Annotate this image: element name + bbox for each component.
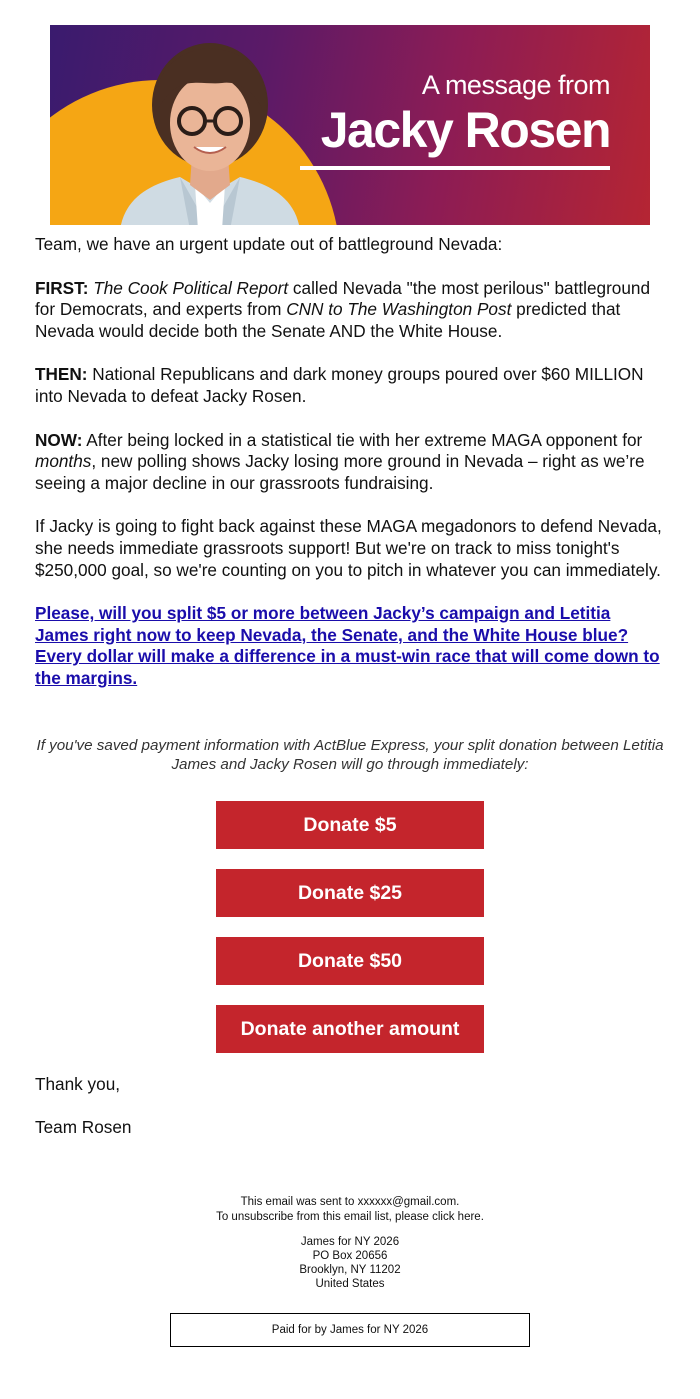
donate-50-button[interactable]: Donate $50 xyxy=(216,937,484,985)
now-paragraph xyxy=(35,430,665,495)
banner-candidate-name: Jacky Rosen xyxy=(320,102,610,158)
now-text-1: After being locked in a statistical tie with her extreme MAGA opponent for xyxy=(82,429,643,450)
then-text: National Republicans and dark money groups poured over $60 MILLION into Nevada to defeat Jacky Rosen. xyxy=(35,364,644,406)
first-italic: The Cook Political Report xyxy=(93,277,289,298)
first-text-2: predicted that Nevada would decide both the Senate AND the White House. xyxy=(35,299,621,341)
email-body xyxy=(35,234,665,712)
first-text-1: called Nevada "the most perilous" battleground for Democrats, and experts from xyxy=(35,277,651,320)
donate-25-button[interactable]: Donate $25 xyxy=(216,869,484,917)
then-paragraph xyxy=(35,364,665,407)
header-banner xyxy=(50,25,650,225)
first-label: FIRST: xyxy=(35,277,89,298)
banner-message-from: A message from xyxy=(421,70,610,100)
support-paragraph xyxy=(35,516,665,581)
donate-other-amount-button[interactable]: Donate another amount xyxy=(216,1005,484,1053)
footer-unsubscribe[interactable]: To unsubscribe from this email list, please click here. xyxy=(216,1211,484,1223)
now-label: NOW: xyxy=(35,429,83,450)
now-italic: months xyxy=(35,451,92,472)
first-paragraph xyxy=(35,278,665,343)
thank-you-text: Thank you, xyxy=(35,1074,121,1094)
then-label: THEN: xyxy=(35,364,88,385)
now-text-2: , new polling shows Jacky losing more ground in Nevada – right as we’re seeing a major decline in our grassroots fundraising. xyxy=(35,451,645,493)
footer-org-name: James for NY 2026 xyxy=(300,1236,400,1248)
support-text: If Jacky is going to fight back against these MAGA megadonors to defend Nevada, she needs immediate grassroots support! But we're on track to miss tonight's $250,000 goal, so we're counting on you to pitch in whatever you can immediately. xyxy=(35,516,662,580)
footer-po-box: PO Box 20656 xyxy=(312,1250,388,1262)
first-italic-2: CNN to The Washington Post xyxy=(286,299,512,320)
donate-cta-link[interactable]: Please, will you split $5 or more between Jacky’s campaign and Letitia James right now to keep Nevada, the Senate, and the White House blue? Every dollar will make a difference in a must-win race that will come down to the margins. xyxy=(35,603,660,688)
intro-text: Team, we have an urgent update out of battleground Nevada: xyxy=(35,234,503,254)
banner-underline xyxy=(300,166,610,170)
actblue-express-note: If you've saved payment information with ActBlue Express, your split donation between Letitia James and Jacky Rosen will go through immediately: xyxy=(36,737,664,773)
donate-5-button[interactable]: Donate $5 xyxy=(216,801,484,849)
cta-paragraph xyxy=(35,603,665,689)
signature-text: Team Rosen xyxy=(35,1117,132,1137)
footer-sent-to: This email was sent to xxxxxx@gmail.com. xyxy=(240,1196,460,1208)
paid-for-disclaimer: Paid for by James for NY 2026 xyxy=(170,1313,530,1347)
candidate-portrait xyxy=(110,35,310,225)
footer-country: United States xyxy=(315,1278,385,1290)
footer-city: Brooklyn, NY 11202 xyxy=(299,1264,401,1276)
intro-paragraph xyxy=(35,234,665,256)
